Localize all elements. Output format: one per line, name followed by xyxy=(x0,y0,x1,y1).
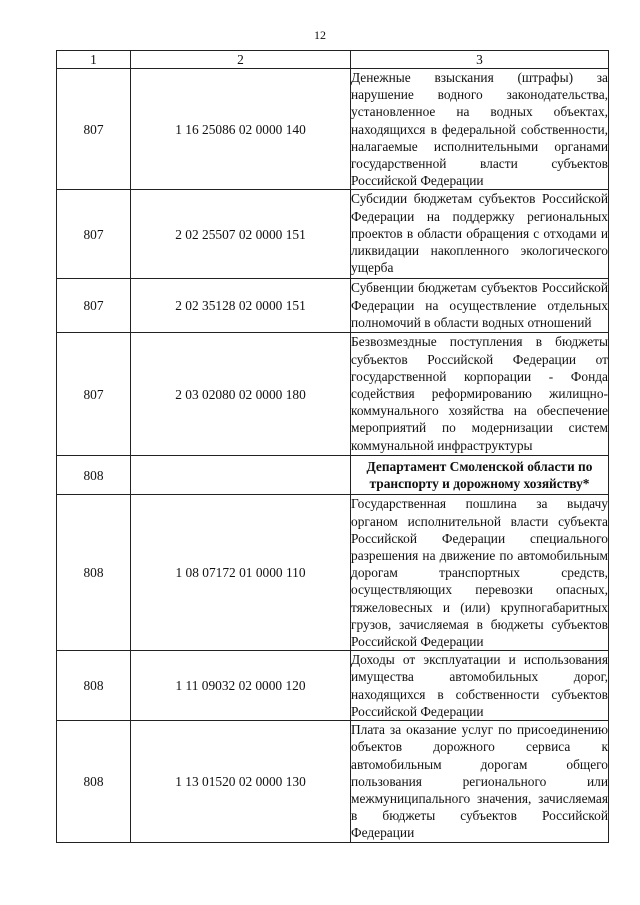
page-number: 12 xyxy=(314,28,326,42)
income-code-cell: 2 02 25507 02 0000 151 xyxy=(131,190,351,279)
table-row xyxy=(57,279,609,333)
admin-code-cell: 807 xyxy=(57,279,131,333)
table-row xyxy=(57,651,609,721)
income-code-cell xyxy=(131,456,351,495)
table-row xyxy=(57,333,609,456)
table-row xyxy=(57,69,609,190)
admin-code-cell: 808 xyxy=(57,651,131,721)
income-code-cell: 1 11 09032 02 0000 120 xyxy=(131,651,351,721)
table-row xyxy=(57,495,609,651)
budget-revenue-table xyxy=(56,50,609,843)
income-code-cell: 1 16 25086 02 0000 140 xyxy=(131,69,351,190)
description-cell: Субвенции бюджетам субъектов Российской Федерации на осуществление отдельных полномочий в области водных отношений xyxy=(351,279,609,333)
description-cell: Денежные взыскания (штрафы) за нарушение водного законодательства, установленное на водных объектах, находящихся в федеральной собственности, налагаемые исполнительными органами государственной власти субъектов Российской Федерации xyxy=(351,70,608,189)
department-row xyxy=(57,456,609,495)
admin-code-cell: 807 xyxy=(57,333,131,456)
admin-code-cell: 807 xyxy=(57,190,131,279)
column-header-1: 1 xyxy=(57,51,131,69)
description-cell: Безвозмездные поступления в бюджеты субъектов Российской Федерации от государственной корпорации - Фонда содействия реформированию жилищно-коммунального хозяйства на обеспечение мероприятий по модернизации систем коммунальной инфраструктуры xyxy=(351,333,609,456)
column-header-3: 3 xyxy=(351,51,609,69)
admin-code-cell: 807 xyxy=(57,69,131,190)
admin-code-cell: 808 xyxy=(57,495,131,651)
table-row xyxy=(57,721,609,842)
admin-code-cell: 808 xyxy=(57,456,131,495)
income-code-cell: 1 08 07172 01 0000 110 xyxy=(131,495,351,651)
description-cell: Субсидии бюджетам субъектов Российской Федерации на поддержку региональных проектов в области обращения с отходами и ликвидации накопленного экологического ущерба xyxy=(351,190,609,279)
income-code-cell: 2 02 35128 02 0000 151 xyxy=(131,279,351,333)
description-cell: Плата за оказание услуг по присоединению объектов дорожного сервиса к автомобильным дорогам общего пользования регионального или межмуниципального значения, зачисляемая в бюджеты субъектов Российской Федерации xyxy=(351,722,608,841)
column-header-2: 2 xyxy=(131,51,351,69)
description-cell: Доходы от эксплуатации и использования имущества автомобильных дорог, находящихся в собственности субъектов Российской Федерации xyxy=(351,652,608,719)
table-header-row xyxy=(57,51,609,69)
description-cell: Государственная пошлина за выдачу органом исполнительной власти субъекта Российской Федерации специального разрешения на движение по автомобильным дорогам транспортных средств, осуществляющих перевозки опасных, тяжеловесных и (или) крупногабаритных грузов, зачисляемая в бюджеты субъектов Российской Федерации xyxy=(351,496,608,650)
income-code-cell: 1 13 01520 02 0000 130 xyxy=(131,721,351,842)
table-row xyxy=(57,190,609,279)
admin-code-cell: 808 xyxy=(57,721,131,842)
income-code-cell: 2 03 02080 02 0000 180 xyxy=(131,333,351,456)
department-name-cell: Департамент Смоленской области по транспорту и дорожному хозяйству* xyxy=(351,456,609,495)
